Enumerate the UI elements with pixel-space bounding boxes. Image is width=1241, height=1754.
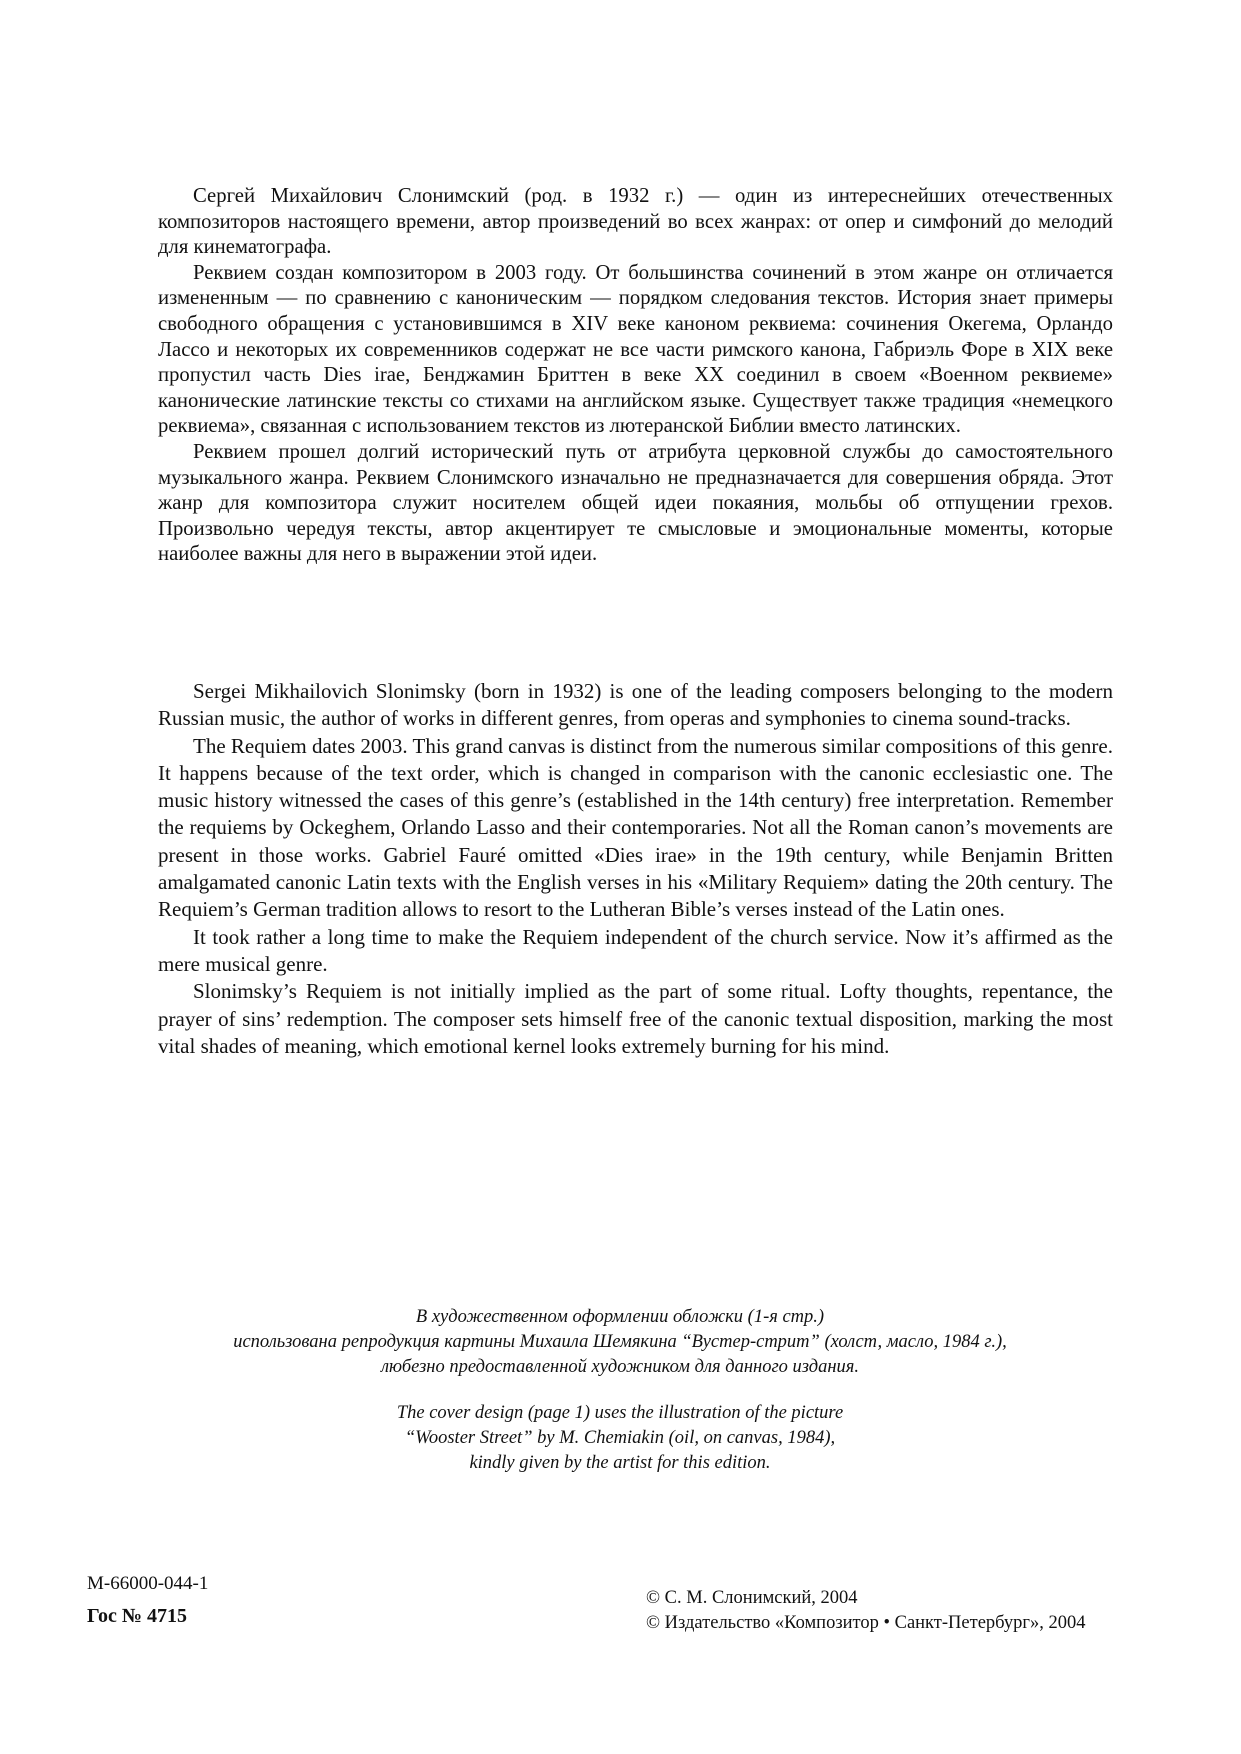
ru-paragraph-2: Реквием создан композитором в 2003 году. От большинства сочинений в этом жанре он отличается измененным — по сравнению с каноническим — порядком следования текстов. История знает примеры свободного обращения с установившимся в XIV веке каноном реквиема: сочинения Окегема, Орландо Лассо и некоторых их современников содержат не все части римского канона, Габриэль Форе в XIX веке пропустил часть Dies irae, Бенджамин Бриттен в веке XX соединил в своем «Военном реквиеме» канонические латинские тексты со стихами на английском языке. Существует также традиция «немецкого реквиема», связанная с использованием текстов из лютеранской Библии вместо латинских. <box>158 261 1113 438</box>
copyright-author: © С. М. Слонимский, 2004 <box>646 1588 858 1608</box>
ru-paragraph-1: Сергей Михайлович Слонимский (род. в 1932 г.) — один из интереснейших отечественных композиторов настоящего времени, автор произведений во всех жанрах: от опер и симфоний до мелодий для кинематографа. <box>158 185 1113 259</box>
english-annotation <box>158 678 1113 1060</box>
credit-en-line-3: kindly given by the artist for this edition. <box>469 1453 771 1473</box>
en-paragraph-3: It took rather a long time to make the Requiem independent of the church service. Now it’s affirmed as the mere musical genre. <box>158 924 1113 976</box>
publication-code: M-66000-044-1 <box>87 1573 209 1594</box>
cover-credit-russian <box>120 1305 1120 1380</box>
russian-annotation <box>158 184 1113 568</box>
ru-paragraph-3: Реквием прошел долгий исторический путь от атрибута церковной службы до самостоятельного музыкального жанра. Реквием Слонимского изначально не предназначается для совершения обряда. Этот жанр для композитора служит носителем общей идеи покаяния, мольбы об отпущении грехов. Произвольно чередуя тексты, автор акцентирует те смысловые и эмоциональные моменты, которые наиболее важны для него в выражении этой идеи. <box>158 440 1113 566</box>
en-paragraph-4: Slonimsky’s Requiem is not initially implied as the part of some ritual. Lofty thoughts, repentance, the prayer of sins’ redemption. The composer sets himself free of the canonic textual disposition, marking the most vital shades of meaning, which emotional kernel looks extremely burning for his mind. <box>158 979 1113 1058</box>
credit-ru-line-2: использована репродукция картины Михаила Шемякина “Вустер-стрит” (холст, масло, 1984 г.), <box>233 1332 1007 1352</box>
credit-en-line-2: “Wooster Street” by M. Chemiakin (oil, on canvas, 1984), <box>404 1428 836 1448</box>
credit-en-line-1: The cover design (page 1) uses the illustration of the picture <box>396 1403 844 1423</box>
en-paragraph-1: Sergei Mikhailovich Slonimsky (born in 1932) is one of the leading composers belonging to the modern Russian music, the author of works in different genres, from operas and symphonies to cinema sound-tracks. <box>158 679 1113 731</box>
credit-ru-line-1: В художественном оформлении обложки (1-я стр.) <box>415 1307 825 1327</box>
copyright-publisher: © Издательство «Композитор • Санкт-Петербург», 2004 <box>646 1613 1086 1633</box>
cover-credit-english <box>120 1401 1120 1476</box>
gos-number: Гос № 4715 <box>87 1605 187 1627</box>
credit-ru-line-3: любезно предоставленной художником для данного издания. <box>380 1357 860 1377</box>
en-paragraph-2: The Requiem dates 2003. This grand canvas is distinct from the numerous similar compositions of this genre. It happens because of the text order, which is changed in comparison with the canonic ecclesiastic one. The music history witnessed the cases of this genre’s (established in the 14th century) free interpretation. Remember the requiems by Ockeghem, Orlando Lasso and their contemporaries. Not all the Roman canon’s movements are present in those works. Gabriel Fauré omitted «Dies irae» in the 19th century, while Benjamin Britten amalgamated canonic Latin texts with the English verses in his «Military Requiem» dating the 20th century. The Requiem’s German tradition allows to resort to the Lutheran Bible’s verses instead of the Latin ones. <box>158 733 1113 922</box>
